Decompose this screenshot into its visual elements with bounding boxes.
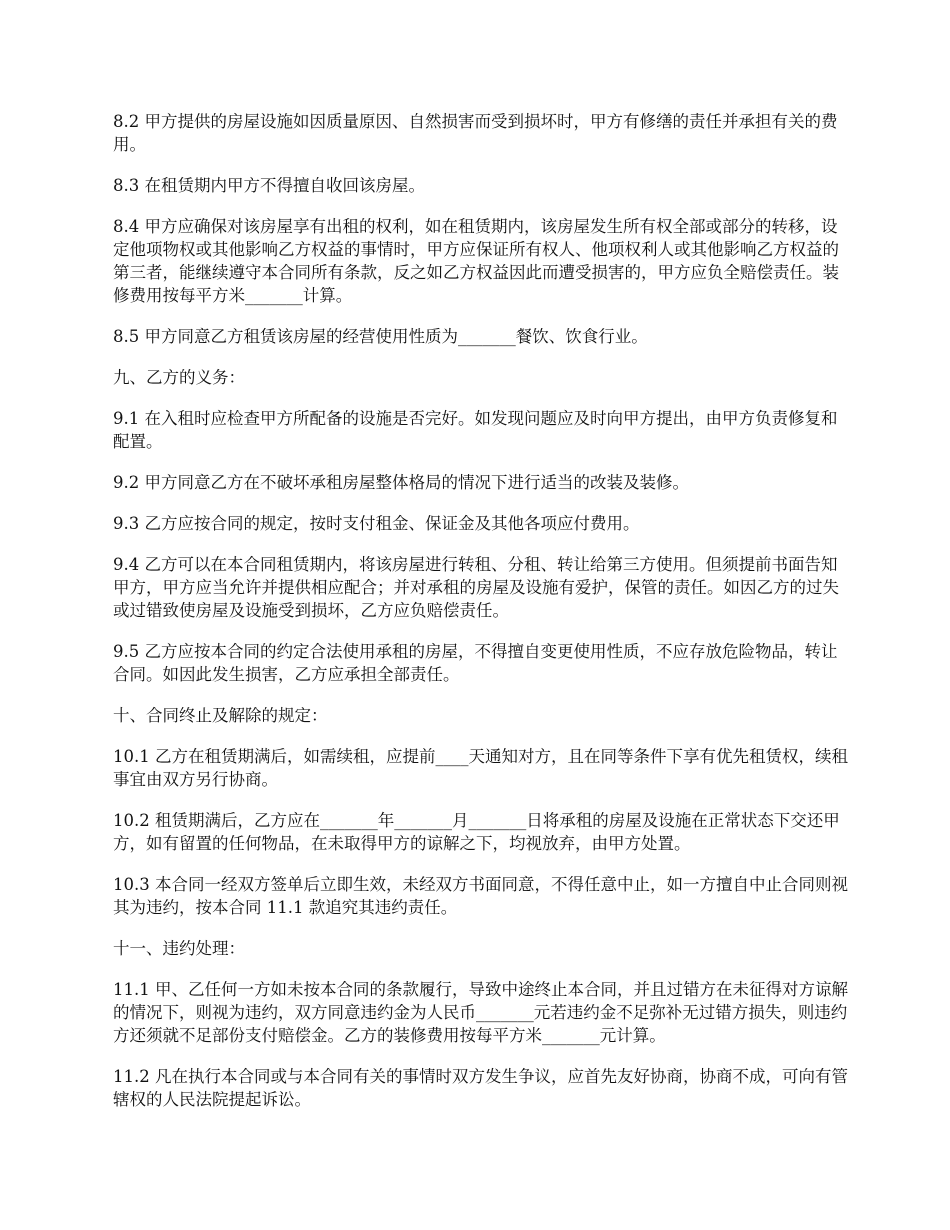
clause-11-1: 11.1 甲、乙任何一方如未按本合同的条款履行，导致中途终止本合同，并且过错方在未征得对方谅解的情况下，则视为违约，双方同意违约金为人民币_______元若违约金不足弥补无过错方损失，则违约方还须就不足部份支付赔偿金。乙方的装修费用按每平方米_______元计算。 xyxy=(113,980,848,1045)
clause-11-2: 11.2 凡在执行本合同或与本合同有关的事情时双方发生争议，应首先友好协商，协商不成，可向有管辖权的人民法院提起诉讼。 xyxy=(113,1067,848,1109)
clause-8-3: 8.3 在租赁期内甲方不得擅自收回该房屋。 xyxy=(113,176,425,195)
clause-8-2: 8.2 甲方提供的房屋设施如因质量原因、自然损害而受到损坏时，甲方有修缮的责任并承担有关的费用。 xyxy=(113,112,838,154)
section-heading-11: 十一、违约处理： xyxy=(113,939,245,958)
section-heading-9: 九、乙方的义务： xyxy=(113,368,245,387)
clause-8-5: 8.5 甲方同意乙方租赁该房屋的经营使用性质为_______餐饮、饮食行业。 xyxy=(113,327,648,346)
clause-9-5: 9.5 乙方应按本合同的约定合法使用承租的房屋，不得擅自变更使用性质，不应存放危险物品，转让合同。如因此发生损害，乙方应承担全部责任。 xyxy=(113,642,838,684)
clause-9-3: 9.3 乙方应按合同的规定，按时支付租金、保证金及其他各项应付费用。 xyxy=(113,514,640,533)
clause-10-1: 10.1 乙方在租赁期满后，如需续租，应提前____天通知对方，且在同等条件下享有优先租赁权，续租事宜由双方另行协商。 xyxy=(113,747,848,789)
document-body xyxy=(113,110,848,1129)
clause-10-3: 10.3 本合同一经双方签单后立即生效，未经双方书面同意，不得任意中止，如一方擅自中止合同则视其为违约，按本合同 11.1 款追究其违约责任。 xyxy=(113,875,848,917)
clause-10-2: 10.2 租赁期满后，乙方应在_______年_______月_______日将承租的房屋及设施在正常状态下交还甲方，如有留置的任何物品，在未取得甲方的谅解之下，均视放弃，由甲方处置。 xyxy=(113,811,840,853)
clause-9-1: 9.1 在入租时应检查甲方所配备的设施是否完好。如发现问题应及时向甲方提出，由甲方负责修复和配置。 xyxy=(113,409,838,451)
clause-9-4: 9.4 乙方可以在本合同租赁期内，将该房屋进行转租、分租、转让给第三方使用。但须提前书面告知甲方，甲方应当允许并提供相应配合；并对承租的房屋及设施有爱护，保管的责任。如因乙方的过失或过错致使房屋及设施受到损坏，乙方应负赔偿责任。 xyxy=(113,555,839,620)
clause-9-2: 9.2 甲方同意乙方在不破坏承租房屋整体格局的情况下进行适当的改装及装修。 xyxy=(113,473,689,492)
section-heading-10: 十、合同终止及解除的规定： xyxy=(113,706,328,725)
clause-8-4: 8.4 甲方应确保对该房屋享有出租的权利，如在租赁期内，该房屋发生所有权全部或部分的转移，设定他项物权或其他影响乙方权益的事情时，甲方应保证所有权人、他项权利人或其他影响乙方权益的第三者，能继续遵守本合同所有条款，反之如乙方权益因此而遭受损害的，甲方应负全赔偿责任。装修费用按每平方米_______计算。 xyxy=(113,217,839,305)
